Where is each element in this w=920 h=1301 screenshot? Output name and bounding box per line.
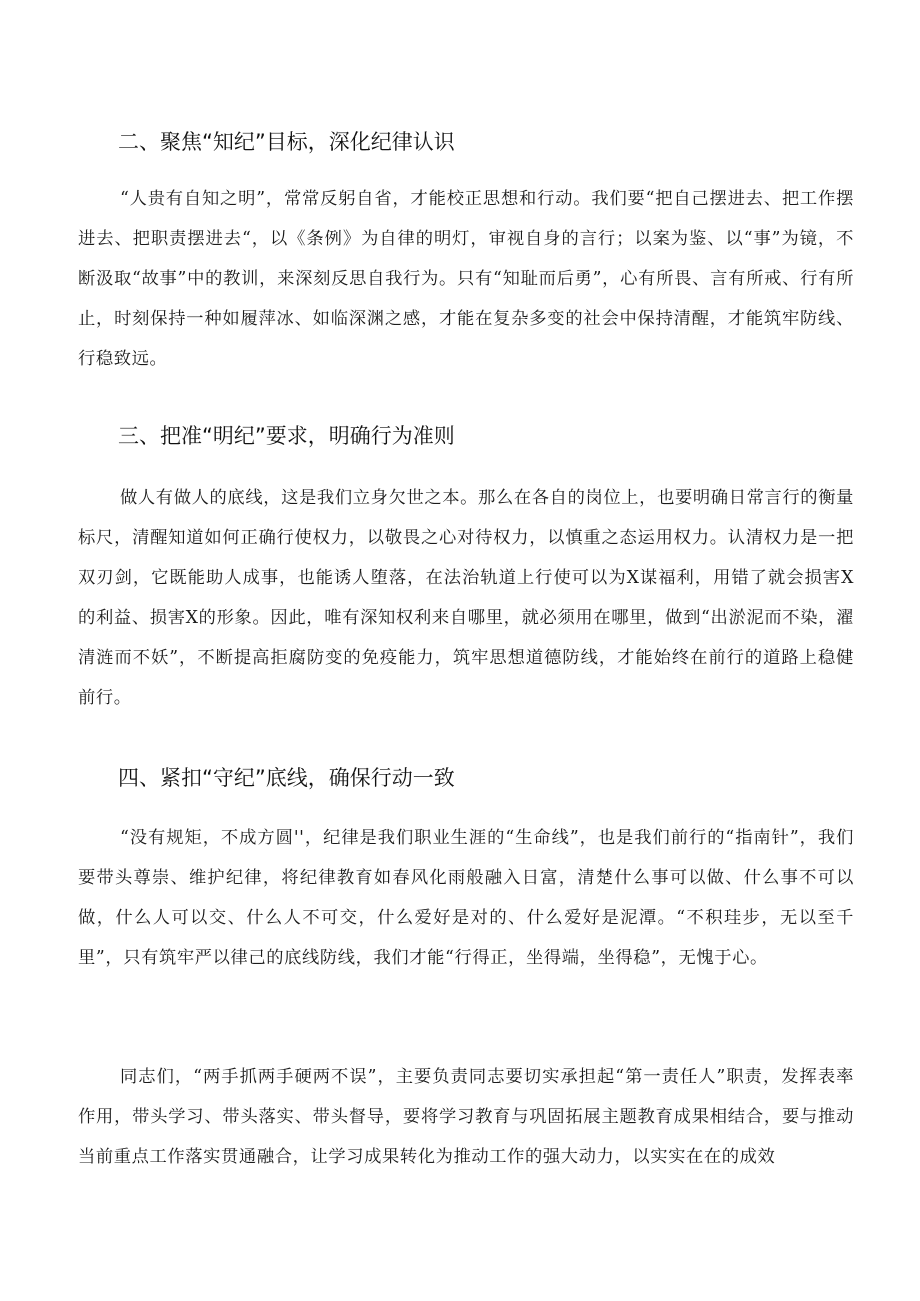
section-heading-4: 四、紧扣“守纪”底线，确保行动一致	[118, 766, 455, 790]
closing-paragraph: 同志们，“两手抓两手硬两不误”，主要负责同志要切实承担起“第一责任人”职责，发挥表率作用，带头学习、带头落实、带头督导，要将学习教育与巩固拓展主题教育成果相结合，要与推动当前重点工作落实贯通融合，让学习成果转化为推动工作的强大动力，以实实在在的成效	[78, 1067, 854, 1167]
section-heading-3: 三、把准“明纪”要求，明确行为准则	[118, 424, 455, 448]
section-paragraph-4: “没有规矩，不成方圆''，纪律是我们职业生涯的“生命线”，也是我们前行的“指南针”，我们要带头尊崇、维护纪律，将纪律教育如春风化雨般融入日富，清楚什么事可以做、什么事不可以做，什么人可以交、什么人不可交，什么爱好是对的、什么爱好是泥潭。“不积珪步，无以至千里”，只有筑牢严以律己的底线防线，我们才能“行得正，坐得端，坐得稳”，无愧于心。	[78, 828, 854, 968]
section-paragraph-2: “人贵有自知之明”，常常反躬自省，才能校正思想和行动。我们要“把自己摆进去、把工作摆进去、把职责摆进去“，以《条例》为自律的明灯，审视自身的言行；以案为鉴、以“事”为镜，不断汲取“故事”中的教训，来深刻反思自我行为。只有“知耻而后勇”，心有所畏、言有所戒、行有所止，时刻保持一种如履萍冰、如临深渊之感，才能在复杂多变的社会中保持清醒，才能筑牢防线、行稳致远。	[78, 189, 854, 369]
section-heading-2: 二、聚焦“知纪”目标，深化纪律认识	[118, 130, 455, 154]
section-paragraph-3: 做人有做人的底线，这是我们立身欠世之本。那么在各自的岗位上，也要明确日常言行的衡量标尺，清醒知道如何正确行使权力，以敬畏之心对待权力，以慎重之态运用权力。认清权力是一把双刃剑，它既能助人成事，也能诱人堕落，在法治轨道上行使可以为X谋福利，用错了就会损害X的利益、损害X的形象。因此，唯有深知权利来自哪里，就必须用在哪里，做到“出淤泥而不染，濯清涟而不妖”，不断提高拒腐防变的免疫能力，筑牢思想道德防线，才能始终在前行的道路上稳健前行。	[78, 488, 854, 708]
